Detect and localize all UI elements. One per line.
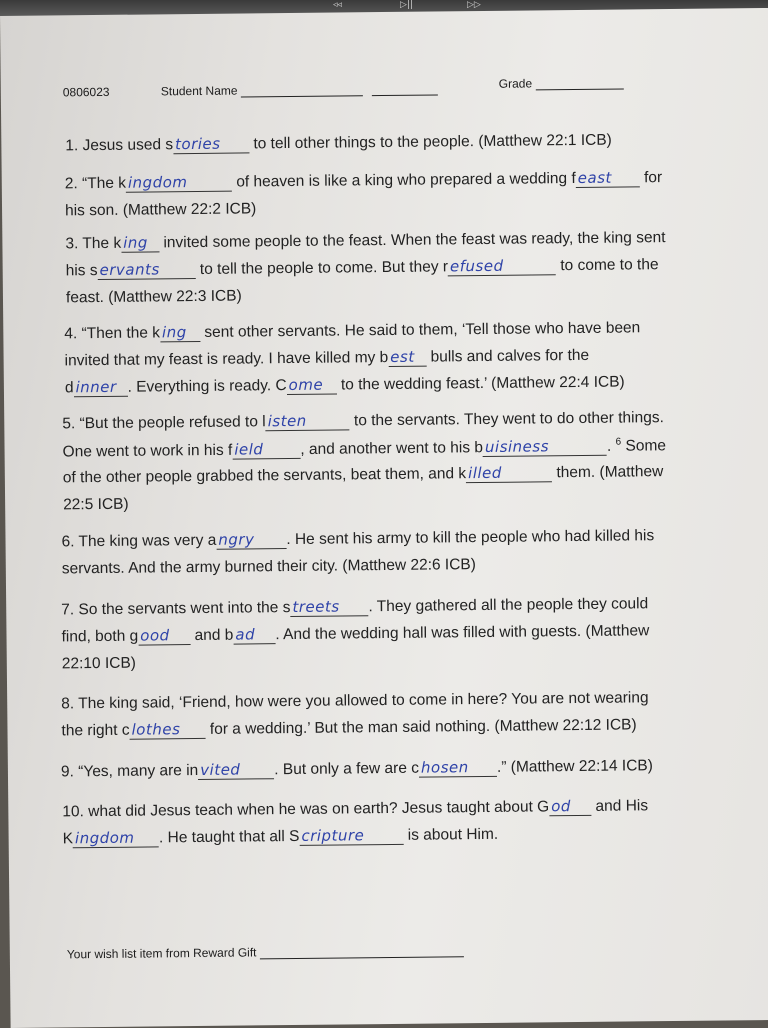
handwritten-answer: od	[551, 797, 571, 816]
question-text: what did Jesus teach when he was on earth? Jesus taught about G	[88, 798, 550, 821]
answer-blank	[448, 257, 556, 276]
question-text: d	[64, 379, 74, 397]
handwritten-answer: illed	[468, 463, 502, 483]
question-text: “Yes, many are in	[78, 761, 199, 781]
question-number: 8.	[61, 695, 75, 713]
question-number: 2.	[64, 175, 78, 193]
handwritten-answer: ngry	[218, 530, 255, 549]
question-text: invited some people to the feast. When the feast was ready, the king sent	[159, 229, 666, 252]
answer-blank	[160, 324, 200, 342]
answer-blank	[138, 627, 190, 646]
student-name-blank	[241, 83, 363, 97]
answer-blank	[97, 261, 195, 280]
handwritten-answer: ad	[235, 625, 256, 644]
answer-blank	[549, 798, 591, 816]
answer-blank	[299, 827, 403, 846]
wish-list-field	[67, 943, 464, 961]
question-text: and His	[591, 797, 649, 815]
handwritten-answer: ing	[123, 233, 148, 252]
grade-field	[499, 75, 624, 90]
question-text: for	[639, 169, 663, 187]
question-text: his s	[65, 262, 98, 280]
question-number: 7.	[61, 601, 75, 619]
student-name-blank-2	[372, 82, 438, 96]
handwritten-answer: cripture	[301, 826, 365, 845]
wish-list-blank	[260, 944, 464, 959]
handwritten-answer: vited	[200, 760, 241, 779]
question-number: 9.	[60, 763, 74, 781]
question-text: So the servants went into the s	[78, 599, 291, 619]
worksheet-code: 0806023	[62, 84, 110, 100]
question-number: 6.	[61, 533, 75, 551]
answer-blank	[173, 135, 249, 154]
handwritten-answer: isten	[267, 411, 307, 431]
question-text: . Everything is ready. C	[127, 377, 287, 396]
question-text: . But only a few are c	[274, 759, 420, 779]
question-text: to the servants. They went to do other things.	[349, 409, 664, 430]
question-number: 4.	[64, 325, 78, 343]
question-text: “Then the k	[81, 324, 161, 343]
answer-blank	[232, 441, 300, 460]
answer-blank	[233, 626, 275, 644]
handwritten-answer: ingdom	[74, 828, 135, 848]
handwritten-answer: ood	[140, 626, 170, 645]
question-number: 5.	[62, 415, 76, 433]
question-text: “The k	[81, 174, 127, 193]
question-text: 22:5 ICB)	[63, 495, 129, 514]
question-text: Some	[621, 437, 667, 455]
question-text: find, both g	[61, 627, 139, 646]
handwritten-answer: treets	[292, 597, 340, 616]
answer-blank	[419, 759, 497, 778]
question-text: of the other people grabbed the servants, beat them, and k	[62, 465, 467, 487]
grade-blank	[535, 76, 623, 90]
question-text: . He taught that all S	[158, 827, 300, 847]
handwritten-answer: est	[390, 347, 415, 366]
student-name-field	[161, 81, 439, 98]
handwritten-answer: ing	[161, 323, 187, 342]
question-text: to tell the people to come. But they r	[195, 258, 449, 278]
grade-label: Grade	[498, 76, 533, 91]
question-text: is about Him.	[403, 825, 499, 844]
handwritten-answer: tories	[174, 134, 221, 154]
question-number: 1.	[65, 137, 79, 155]
question-text: bulls and calves for the	[426, 346, 590, 366]
question-text: . And the wedding hall was filled with guests. (Matthew	[275, 622, 650, 644]
answer-blank	[576, 169, 640, 188]
question-text: to the wedding feast.’ (Matthew 22:4 ICB)	[336, 373, 625, 394]
question-number: 10.	[62, 803, 85, 821]
question-text: for a wedding.’ But the man said nothing. (Matthew 22:12 ICB)	[205, 716, 637, 738]
question-text: The king said, ‘Friend, how were you allowed to come in here? You are not wearing	[78, 689, 649, 713]
handwritten-answer: east	[577, 168, 612, 187]
question-text: The k	[82, 234, 122, 253]
question-text: , and another went to his b	[300, 439, 484, 459]
student-name-label: Student Name	[160, 83, 238, 99]
question-text: One went to work in his f	[62, 441, 233, 461]
question-text: servants. And the army burned their city. (Matthew 22:6 ICB)	[61, 556, 476, 578]
answer-blank	[216, 531, 286, 550]
wish-list-label: Your wish list item from Reward Gift	[66, 945, 257, 962]
question-text: . They gathered all the people they could	[368, 595, 649, 616]
handwritten-answer: efused	[449, 256, 504, 276]
answer-blank	[287, 377, 337, 396]
question-text: the right c	[61, 721, 130, 740]
handwritten-answer: inner	[75, 377, 117, 397]
question-text: K	[62, 830, 74, 848]
question-text: feast. (Matthew 22:3 ICB)	[65, 287, 242, 307]
question-number: 3.	[65, 235, 79, 253]
answer-blank	[466, 464, 552, 483]
handwritten-answer: ome	[288, 375, 324, 395]
answer-blank	[73, 829, 159, 848]
handwritten-answer: lothes	[131, 720, 181, 739]
question-text: .” (Matthew 22:14 ICB)	[496, 757, 653, 776]
question-text: The king was very a	[78, 531, 217, 551]
answer-blank	[198, 761, 274, 780]
question-text: sent other servants. He said to them, ‘Tell those who have been	[199, 319, 641, 341]
question-text: and b	[190, 626, 234, 645]
answer-blank	[121, 234, 159, 252]
handwritten-answer: ingdom	[127, 173, 188, 192]
answer-blank	[73, 379, 127, 398]
verse-number: 6	[615, 436, 622, 448]
question-text: invited that my feast is ready. I have killed my b	[64, 348, 389, 370]
question-text: 22:10 ICB)	[61, 654, 137, 673]
play-pause-icon[interactable]: ▷||	[400, 0, 413, 10]
question-text: Jesus used s	[82, 136, 174, 155]
question-text: . He sent his army to kill the people who had killed his	[286, 527, 655, 549]
question-text: to come to the	[555, 256, 659, 275]
handwritten-answer: ervants	[99, 260, 160, 279]
forward-icon[interactable]: ▷▷	[467, 0, 481, 10]
answer-blank	[388, 349, 426, 367]
rewind-icon[interactable]: ◃◃	[333, 0, 343, 10]
answer-blank	[129, 721, 205, 740]
question-text: to tell other things to the people. (Matthew 22:1 ICB)	[249, 131, 612, 153]
question-text: “But the people refused to l	[79, 413, 266, 433]
question-text: of heaven is like a king who prepared a wedding f	[231, 170, 576, 191]
answer-blank	[266, 412, 350, 431]
answer-blank	[126, 174, 232, 193]
worksheet-page	[0, 8, 768, 1028]
answer-blank	[290, 598, 368, 617]
handwritten-answer: ield	[234, 440, 264, 459]
answer-blank	[483, 438, 607, 457]
question-text: them. (Matthew	[552, 463, 664, 482]
handwritten-answer: hosen	[420, 758, 469, 777]
question-text: .	[606, 437, 616, 455]
handwritten-answer: uisiness	[484, 437, 550, 457]
question-text: his son. (Matthew 22:2 ICB)	[64, 200, 257, 220]
